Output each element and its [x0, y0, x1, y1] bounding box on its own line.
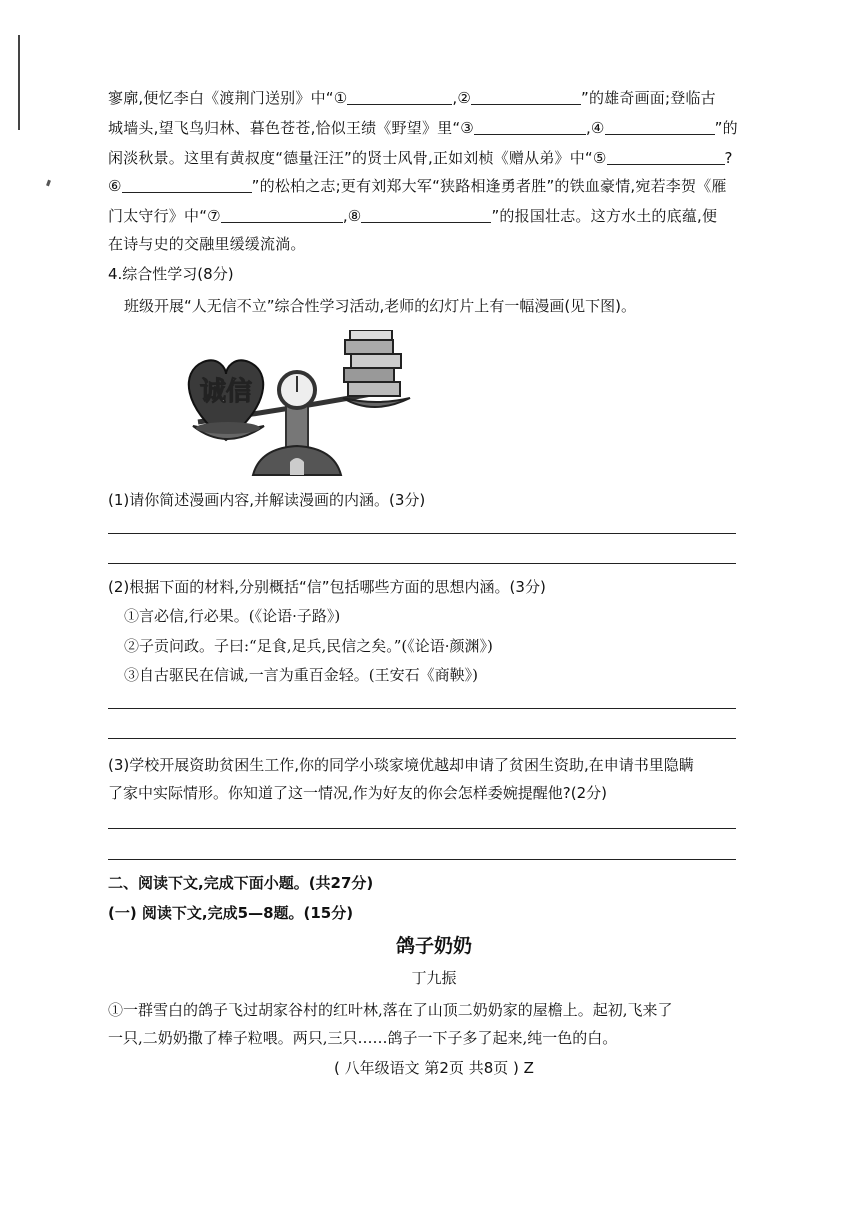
honesty-scale-cartoon: [178, 330, 428, 480]
answer-blank-3[interactable]: [474, 119, 586, 135]
material-quote-2: ②子贡问政。子曰:“足食,足兵,民信之矣。”(《论语·颜渊》): [124, 637, 493, 655]
material-quote-3: ③自古驱民在信诚,一言为重百金轻。(王安石《商鞅》): [124, 666, 478, 684]
page-footer: ( 八年级语文 第2页 共8页 ) Z: [334, 1059, 534, 1077]
passage-line-2: 城墙头,望飞鸟归林、暮色苍苍,恰似王绩《野望》里“③ ,④ ”的: [108, 119, 738, 137]
q4-heading: 4.综合性学习(8分): [108, 265, 234, 283]
passage-line-3: 闲淡秋景。这里有黄叔度“德量汪汪”的贤士风骨,正如刘桢《赠从弟》中“⑤ ?: [108, 149, 733, 167]
passage-line-4: ⑥ ”的松柏之志;更有刘郑大军“狭路相逢勇者胜”的铁血豪情,宛若李贺《雁: [108, 177, 727, 195]
answer-line[interactable]: [108, 859, 736, 860]
answer-blank-4[interactable]: [605, 119, 715, 135]
section2-part1: (一) 阅读下文,完成5—8题。(15分): [108, 904, 354, 922]
answer-line[interactable]: [108, 533, 736, 534]
answer-line[interactable]: [108, 563, 736, 564]
cartoon-label: 诚信: [199, 377, 253, 407]
answer-blank-7[interactable]: [221, 207, 343, 223]
answer-line[interactable]: [108, 708, 736, 709]
answer-blank-5[interactable]: [607, 149, 725, 165]
answer-blank-6[interactable]: [122, 177, 252, 193]
story-paragraph-1-line-2: 一只,二奶奶撒了棒子粒喂。两只,三只……鸽子一下子多了起来,纯一色的白。: [108, 1029, 618, 1047]
answer-line[interactable]: [108, 828, 736, 829]
money-stack-icon: [344, 330, 401, 396]
answer-blank-8[interactable]: [361, 207, 491, 223]
story-author: 丁九振: [411, 969, 457, 987]
passage-line-6: 在诗与史的交融里缓缓流淌。: [108, 235, 306, 253]
q4-intro: 班级开展“人无信不立”综合性学习活动,老师的幻灯片上有一幅漫画(见下图)。: [124, 297, 637, 315]
section2-heading: 二、阅读下文,完成下面小题。(共27分): [108, 874, 374, 892]
q4-sub3-line1: (3)学校开展资助贫困生工作,你的同学小琰家境优越却申请了贫困生资助,在申请书里隐瞒: [108, 756, 694, 774]
q4-sub1: (1)请你简述漫画内容,并解读漫画的内涵。(3分): [108, 491, 426, 509]
answer-line[interactable]: [108, 738, 736, 739]
material-quote-1: ①言必信,行必果。(《论语·子路》): [124, 607, 341, 625]
q4-sub2: (2)根据下面的材料,分别概括“信”包括哪些方面的思想内涵。(3分): [108, 578, 546, 596]
scan-edge-mark: [18, 35, 20, 130]
q4-sub3-line2: 了家中实际情形。你知道了这一情况,作为好友的你会怎样委婉提醒他?(2分): [108, 784, 607, 802]
scan-speck: [46, 180, 51, 187]
passage-line-1: 寥廓,便忆李白《渡荆门送别》中“① ,② ”的雄奇画面;登临古: [108, 89, 716, 107]
answer-blank-1[interactable]: [347, 89, 452, 105]
answer-blank-2[interactable]: [471, 89, 581, 105]
passage-line-5: 门太守行》中“⑦ ,⑧ ”的报国壮志。这方水土的底蕴,便: [108, 207, 718, 225]
story-paragraph-1-line-1: ①一群雪白的鸽子飞过胡家谷村的红叶林,落在了山顶二奶奶家的屋檐上。起初,飞来了: [108, 1001, 673, 1019]
story-title: 鸽子奶奶: [395, 935, 472, 957]
